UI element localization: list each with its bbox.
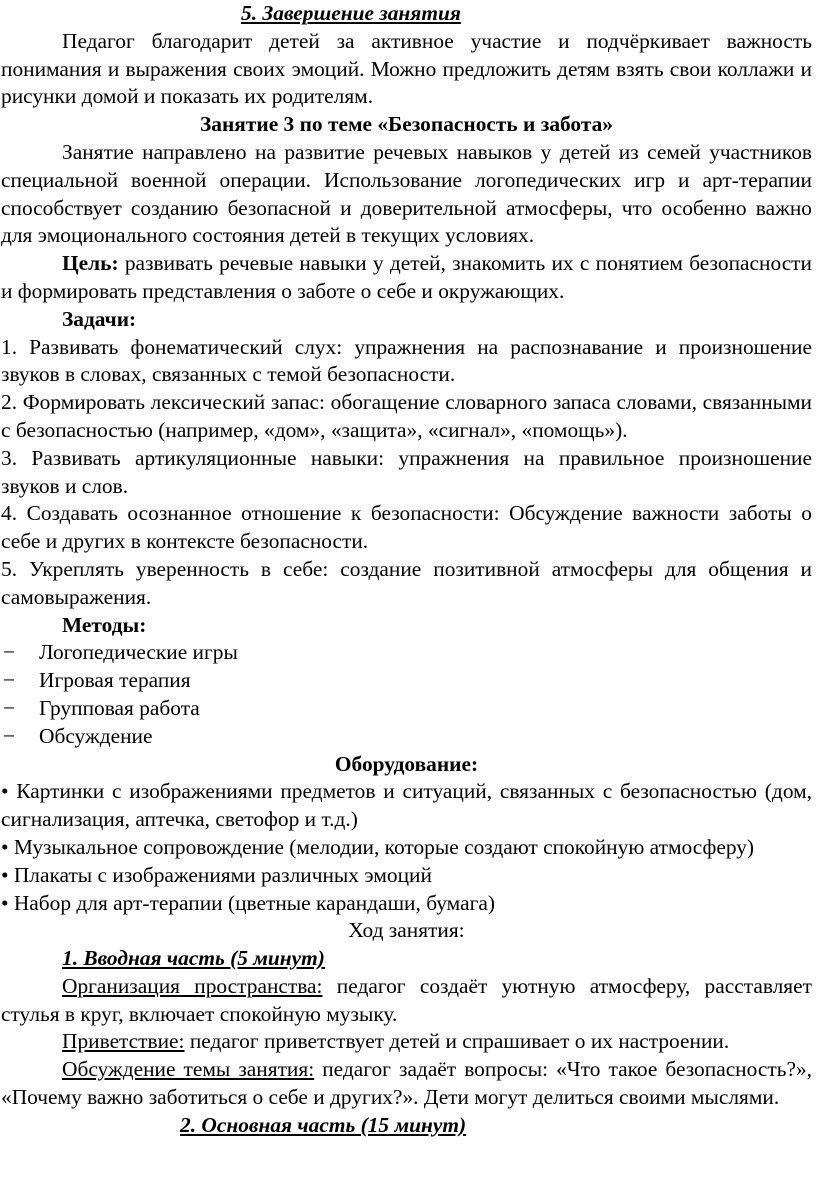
- task-item: 5. Укреплять уверенность в себе: создание позитивной атмосферы для общения и самовыражения.: [1, 556, 812, 609]
- method-item: − Групповая работа: [1, 695, 812, 723]
- methods-heading: Методы:: [62, 612, 147, 637]
- greeting-label: Приветствие:: [62, 1029, 185, 1054]
- equipment-heading: Оборудование:: [334, 751, 479, 776]
- equipment-item: • Плакаты с изображениями различных эмоций: [1, 862, 432, 887]
- task-item: 3. Развивать артикуляционные навыки: упражнения на правильное произношение звуков и слов.: [1, 445, 812, 498]
- organization-label: Организация пространства:: [62, 973, 323, 998]
- goal-paragraph: [1, 250, 812, 306]
- dash-bullet: −: [3, 695, 16, 720]
- method-item: − Логопедические игры: [1, 639, 812, 667]
- section-5-text: Педагог благодарит детей за активное участие и подчёркивает важность понимания и выражения своих эмоций. Можно предложить детям взять свои коллажи и рисунки домой и показать их родителям.: [1, 28, 812, 109]
- goal-text: развивать речевые навыки у детей, знакомить их с понятием безопасности и формировать представления о заботе о себе и окружающих.: [1, 251, 812, 303]
- part-1-title: 1. Вводная часть (5 минут): [62, 946, 325, 971]
- equipment-item: • Набор для арт-терапии (цветные карандаши, бумага): [1, 890, 495, 915]
- dash-bullet: −: [3, 668, 16, 693]
- method-item: − Обсуждение: [1, 723, 812, 751]
- dash-bullet: −: [3, 640, 16, 665]
- discussion-paragraph: Обсуждение темы занятия: педагог задаёт вопросы: «Что такое безопасность?», «Почему важно заботиться о себе и других?». Дети могут делиться своими мыслями.: [1, 1057, 812, 1110]
- task-item: 1. Развивать фонематический слух: упражнения на распознавание и произношение звуков в словах, связанных с темой безопасности.: [1, 334, 812, 387]
- equipment-item: • Музыкальное сопровождение (мелодии, которые создают спокойную атмосферу): [1, 834, 755, 859]
- lesson-3-title: Занятие 3 по теме «Безопасность и забота»: [199, 112, 614, 137]
- task-item: 2. Формировать лексический запас: обогащение словарного запаса словами, связанными с безопасностью (например, «дом», «защита», «сигнал», «помощь»).: [1, 390, 812, 442]
- task-item: 4. Создавать осознанное отношение к безопасности: Обсуждение важности заботы о себе и других в контексте безопасности.: [1, 501, 812, 554]
- procedure-heading: Ход занятия:: [348, 918, 465, 943]
- greeting-paragraph: Приветствие: педагог приветствует детей и спрашивает о их настроении.: [62, 1029, 730, 1054]
- discussion-label: Обсуждение темы занятия:: [62, 1057, 315, 1082]
- equipment-item: • Картинки с изображениями предметов и ситуаций, связанных с безопасностью (дом, сигнализация, аптечка, светофор и т.д.): [1, 779, 812, 832]
- section-5-title: 5. Завершение занятия: [241, 1, 461, 25]
- lesson-3-intro: Занятие направлено на развитие речевых навыков у детей из семей участников специальной военной операции. Использование логопедических игр и арт-терапии способствует созданию безопасной и доверительной атмосферы, что особенно важно для эмоционального состояния детей в текущих условиях.: [1, 139, 812, 248]
- dash-bullet: −: [3, 723, 16, 748]
- goal-label: Цель:: [62, 251, 119, 276]
- part-2-title: 2. Основная часть (15 минут): [180, 1112, 467, 1137]
- method-item: − Игровая терапия: [1, 667, 812, 695]
- tasks-heading: Задачи:: [62, 306, 137, 331]
- organization-paragraph: Организация пространства: педагог создаёт уютную атмосферу, расставляет стулья в круг, включает спокойную музыку.: [1, 973, 812, 1026]
